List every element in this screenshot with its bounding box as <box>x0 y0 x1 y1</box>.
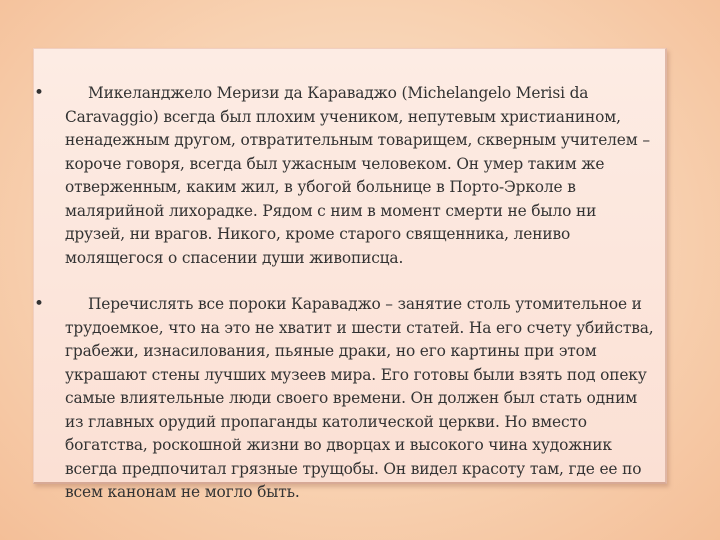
paragraph-text: Перечислять все пороки Караваджо – занятие столь утомительное и трудоемкое, что на это не хватит и шести статей. На его счету убийства, грабежи, изнасилования, пьяные драки, но его картины при этом украшают стены лучших музеев мира. Его готовы были взять под опеку самые влиятельные люди своего времени. Он должен был стать одним из главных орудий пропаганды католической церкви. Но вместо богатства, роскошной жизни во дворцах и высокого чина художник всегда предпочитал грязные трущобы. Он видел красоту там, где ее по всем канонам не могло быть. <box>65 295 654 501</box>
slide-content-card <box>33 48 667 501</box>
bullet-list <box>34 82 665 505</box>
bullet-marker: • <box>34 294 45 314</box>
bullet-marker: • <box>34 83 45 103</box>
paragraph-text: Микеланджело Меризи да Караваджо (Michelangelo Merisi da Caravaggio) всегда был плохим учеником, непутевым христианином, ненадежным другом, отвратительным товарищем, скверным учителем – короче говоря, всегда был ужасным человеком. Он умер таким же отверженным, каким жил, в убогой больнице в Порто-Эрколе в малярийной лихорадке. Рядом с ним в момент смерти не было ни друзей, ни врагов. Никого, кроме старого священника, лениво молящегося о спасении души живописца. <box>65 84 650 267</box>
bullet-item <box>34 293 665 505</box>
bullet-item <box>34 82 665 270</box>
